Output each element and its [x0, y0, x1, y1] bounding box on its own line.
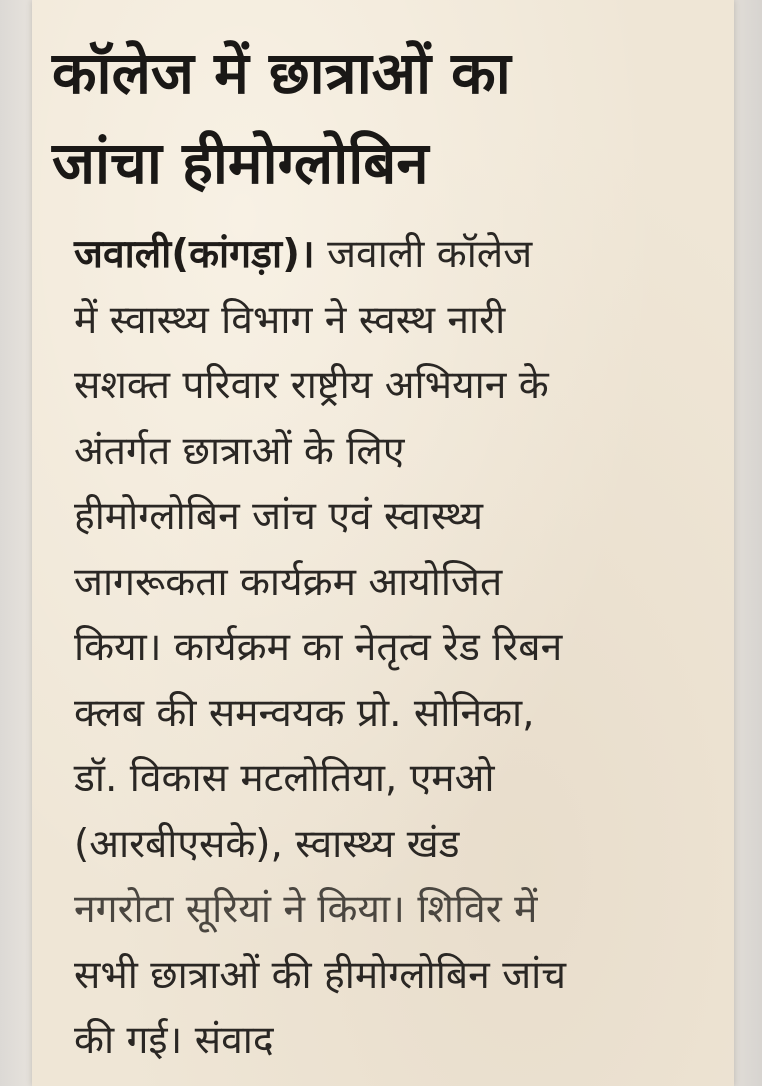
article-text-0: जवाली कॉलेज: [327, 232, 533, 277]
article-line-4: अंतर्गत छात्राओं के लिए: [74, 428, 405, 474]
article-body: [74, 222, 714, 1074]
newspaper-clipping: [32, 0, 734, 1086]
article-line-11: नगरोटा सूरियां ने किया। शिविर में: [74, 887, 538, 932]
headline-line-1: कॉलेज में छात्राओं का: [52, 39, 511, 107]
headline-line-2: जांचा हीमोग्लोबिन: [52, 129, 429, 197]
article-line-5: हीमोग्लोबिन जांच एवं स्वास्थ्य: [74, 494, 484, 539]
article-line-13: की गई। संवाद: [74, 1018, 274, 1063]
article-line-6: जागरूकता कार्यक्रम आयोजित: [74, 559, 503, 605]
article-line-9: डॉ. विकास मटलोतिया, एमओ: [74, 756, 495, 801]
article-line-10: (आरबीएसके), स्वास्थ्य खंड: [74, 821, 460, 867]
headline: [52, 28, 712, 208]
article-line-12: सभी छात्राओं की हीमोग्लोबिन जांच: [74, 952, 567, 998]
dateline: जवाली(कांगड़ा)।: [74, 232, 315, 277]
article-line-7: किया। कार्यक्रम का नेतृत्व रेड रिबन: [74, 625, 563, 670]
article-line-8: क्लब की समन्वयक प्रो. सोनिका,: [74, 690, 535, 736]
article-line-3: सशक्त परिवार राष्ट्रीय अभियान के: [74, 363, 549, 408]
article-line-2: में स्वास्थ्य विभाग ने स्वस्थ नारी: [74, 297, 506, 343]
article-line-1: [74, 222, 714, 288]
